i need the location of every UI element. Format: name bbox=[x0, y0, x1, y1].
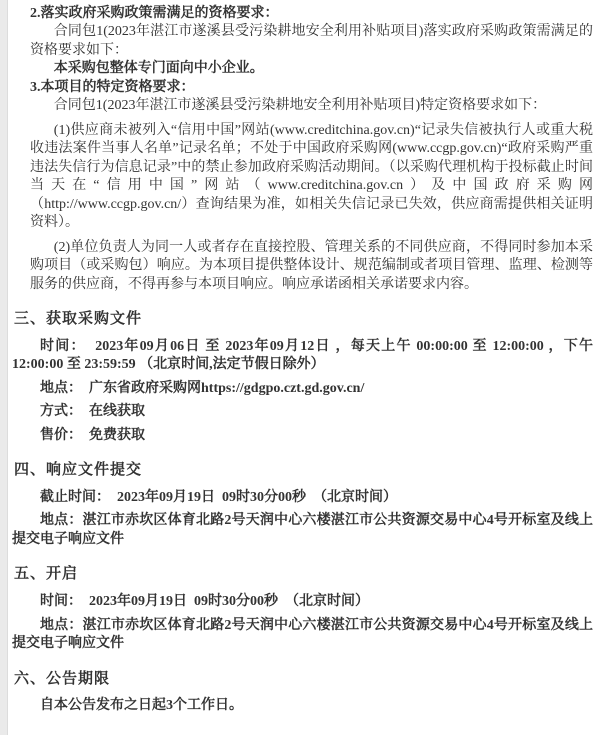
policy-qualification-heading: 2.落实政府采购政策需满足的资格要求： bbox=[30, 6, 279, 21]
section-response-submission bbox=[12, 461, 593, 549]
submission-deadline-line: 截止时间： 2023年09月19日 09时30分00秒 （北京时间） bbox=[40, 489, 397, 505]
submission-location-line: 地点：湛江市赤坎区体育北路2号天润中心六楼湛江市公共资源交易中心4号开标室及线上提交电子响应文件 bbox=[12, 513, 593, 547]
section-obtain-documents bbox=[12, 310, 597, 445]
specific-qualification-paragraph: 合同包1(2023年湛江市遂溪县受污染耕地安全利用补贴项目)特定资格要求如下： bbox=[53, 98, 547, 114]
obtain-price-line: 售价： 免费获取 bbox=[40, 427, 145, 443]
policy-qualification-paragraph: 合同包1(2023年湛江市遂溪县受污染耕地安全利用补贴项目)落实政府采购政策需满足的资格要求如下： bbox=[30, 24, 593, 58]
section-heading-announcement-period: 六、公告期限 bbox=[14, 670, 111, 687]
section-bid-opening bbox=[12, 565, 593, 653]
specific-qualification-clause-2: (2)单位负责人为同一人或者存在直接控股、管理关系的不同供应商，不得同时参加本采购项目（或采购包）响应。为本项目提供整体设计、规范编制或者项目管理、监理、检测等服务的供应商，不得再参与本项目响应。响应承诺函相关承诺要求内容。 bbox=[30, 239, 593, 292]
obtain-location-line: 地点： 广东省政府采购网https://gdgpo.czt.gd.gov.cn/ bbox=[40, 380, 365, 396]
section-announcement-period bbox=[12, 670, 593, 716]
smb-exclusive-note: 本采购包整体专门面向中小企业。 bbox=[53, 61, 264, 77]
section-heading-bid-opening: 五、开启 bbox=[14, 566, 79, 583]
obtain-method-line: 方式： 在线获取 bbox=[40, 404, 145, 420]
section-heading-response-submission: 四、响应文件提交 bbox=[14, 462, 143, 479]
obtain-time-line: 时间： 2023年09月06日 至 2023年09月12日 ，每天上午 00:00:00 至 12:00:00 ，下午 12:00:00 至 23:59:59 （北京时间,法定节假日除外） bbox=[12, 338, 597, 373]
specific-qualification-heading: 3.本项目的特定资格要求： bbox=[30, 79, 195, 95]
opening-location-line: 地点：湛江市赤坎区体育北路2号天润中心六楼湛江市公共资源交易中心4号开标室及线上提交电子响应文件 bbox=[12, 617, 593, 652]
qualification-requirements-block bbox=[30, 5, 593, 294]
opening-time-line: 时间： 2023年09月19日 09时30分00秒 （北京时间） bbox=[40, 594, 369, 610]
specific-qualification-clause-1: (1)供应商未被列入“信用中国”网站(www.creditchina.gov.cn)“记录失信被执行人或重大税收违法案件当事人名单”记录名单；不处于中国政府采购网(www.ccgp.gov.cn)“政府采购严重违法失信行为信息记录”中的禁止参加政府采购活动期间。（以采购代理机构于投标截止时间当天在“信用中国”网站（www.creditchina.gov.cn）及中国政府采购网（http://www.ccgp.gov.cn/）查询结果为准，如相关失信记录已失效，供应商需提供相关证明资料）。 bbox=[30, 122, 593, 231]
section-heading-obtain-documents: 三、获取采购文件 bbox=[14, 311, 143, 328]
page-left-edge bbox=[0, 0, 8, 735]
announcement-content bbox=[8, 0, 601, 735]
announcement-period-line: 自本公告发布之日起3个工作日。 bbox=[40, 698, 243, 714]
